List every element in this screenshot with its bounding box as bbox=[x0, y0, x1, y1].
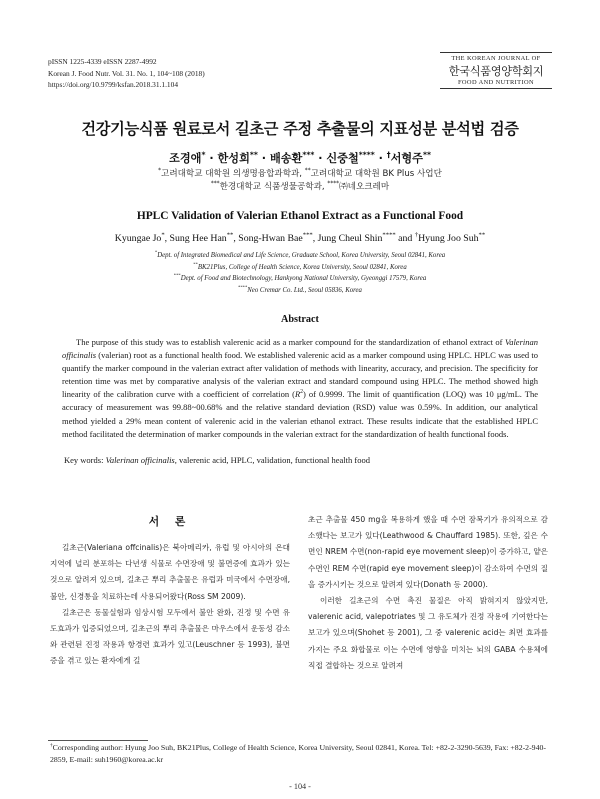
author-separator: · bbox=[374, 152, 387, 165]
author-separator: · bbox=[314, 152, 327, 165]
keywords-label: Key words: bbox=[64, 455, 106, 465]
title-english: HPLC Validation of Valerian Ethanol Extract as a Functional Food bbox=[136, 210, 464, 222]
author-ko-1: 조경애 bbox=[169, 152, 202, 165]
affil-mark: ** bbox=[193, 261, 198, 267]
abstract-heading: Abstract bbox=[281, 314, 319, 325]
abstract-text: ) of 0.9999. The limit of quantification (LOQ) was 10 μg/mL. The accuracy of measurement was 99.88~00.68% and the relative standard deviation (RSD) value was 0.59%. In addition, our analytical method yielded a 29% mean content of valerenic acid in the valerian ethanol extract. These results indicate that the established HPLC method facilitated the determination of marker compounds in the valerian extract for the standardization of health functional foods. bbox=[62, 389, 538, 439]
affiliation-en-line-2 bbox=[0, 262, 600, 274]
paragraph: 길초근(Valeriana offcinalis)은 북아메리카, 유럽 및 아시아의 온대 지역에 널리 분포하는 다년생 식물로 수면장애 및 불면증에 효과가 있는 것으로 알려져 있으며, 길초근 뿌리 추출물은 유럽과 미국에서 수면장애, 불안, 신경통을 치료하는데 사용되어왔다(Ross SM 2009). bbox=[50, 543, 290, 601]
paragraph: 이러한 길초근의 수면 촉진 물질은 아직 밝혀지지 않았지만, valerenic acid, valepotriates 및 그 유도체가 진정 작용에 기여한다는 보고가 있으며(Shohet 등 2001), 그 중 valerenic acid는 최면 효과를 가지는 주요 화합물로 이는 수면에 영향을 미치는 뇌의 GABA 수용체에 직접 결합하는 것으로 알려져 bbox=[308, 596, 548, 670]
abstract-superscript: 2 bbox=[300, 389, 304, 396]
footnote-mark: † bbox=[50, 742, 53, 749]
abstract-body bbox=[62, 336, 538, 441]
author-mark: ** bbox=[226, 231, 234, 239]
body-column-left bbox=[50, 540, 290, 670]
citation-line: Korean J. Food Nutr. Vol. 31. No. 1, 104~108 (2018) bbox=[48, 68, 205, 78]
affiliations-korean bbox=[0, 168, 600, 194]
page-number: - 104 - bbox=[289, 782, 311, 791]
author-en-2: , Sung Hee Han bbox=[164, 233, 227, 244]
author-separator: · bbox=[205, 152, 218, 165]
author-mark: **** bbox=[358, 150, 375, 160]
affil-text: 고려대학교 대학원 BK Plus 사업단 bbox=[310, 169, 442, 179]
author-mark: ** bbox=[478, 231, 486, 239]
affil-mark: * bbox=[154, 249, 158, 255]
corresponding-author-footnote bbox=[50, 742, 555, 765]
issn-line: pISSN 1225-4339 eISSN 2287-4992 bbox=[48, 57, 157, 66]
affil-mark: *** bbox=[210, 181, 220, 188]
author-separator: · bbox=[257, 152, 270, 165]
affil-text: ㈜네오크레마 bbox=[339, 182, 390, 193]
affil-mark: **** bbox=[327, 181, 340, 188]
abstract-species: Valerinan officinalis bbox=[62, 337, 538, 361]
affil-mark: **** bbox=[238, 284, 248, 290]
journal-name-en-top: THE KOREAN JOURNAL OF bbox=[451, 55, 541, 62]
author-ko-2: 한성희 bbox=[217, 152, 250, 165]
author-ko-3: 배송환 bbox=[269, 152, 303, 165]
body-column-right bbox=[308, 512, 548, 674]
author-mark: * bbox=[201, 150, 206, 160]
journal-logo-rule bbox=[440, 52, 552, 53]
affiliation-ko-line-1 bbox=[0, 168, 600, 181]
author-mark: *** bbox=[302, 150, 315, 160]
journal-name-ko: 한국식품영양학회지 bbox=[448, 65, 544, 78]
footnote-text: Corresponding author: Hyung Joo Suh, BK21Plus, College of Health Science, Korea University, Seoul 02841, Korea. Tel: +82-2-3290-5639, Fax: +82-2-940-2859, E-mail: suh1960@korea.ac.kr bbox=[50, 743, 546, 764]
abstract-text: (valerian) root as a functional health food. We established valerenic acid as a marker compound using HPLC. HPLC was used to quantify the marker compound in the valerian extract after validation of methods with linearity, accuracy, and precision. The specificity for retention time was met by comparative analysis of the valerian extract and standard compound using HPLC. The method showed high linearity of the calibration curve with a coefficient of correlation ( bbox=[62, 350, 538, 400]
author-mark: * bbox=[161, 231, 165, 239]
author-mark: † bbox=[414, 231, 419, 239]
affil-mark: *** bbox=[173, 272, 181, 278]
author-ko-5: 서형주 bbox=[390, 152, 423, 165]
author-conjunction: and bbox=[395, 233, 415, 244]
affil-text: Dept. of Integrated Biomedical and Life Science, Graduate School, Korea University, Seoul 02841, Korea bbox=[157, 252, 446, 259]
journal-logo bbox=[440, 52, 552, 89]
authors-english bbox=[0, 233, 600, 244]
affiliation-en-line-4 bbox=[0, 285, 600, 297]
author-en-4: , Jung Cheul Shin bbox=[312, 233, 383, 244]
author-en-1: Kyungae Jo bbox=[114, 233, 162, 244]
affil-text: BK21Plus, College of Health Science, Korea University, Seoul 02841, Korea bbox=[197, 263, 407, 271]
paragraph: 길초근은 동물실험과 임상시험 모두에서 불안 완화, 진정 및 수면 유도효과가 입증되었으며, 길초근의 뿌리 추출물은 마우스에서 운동성 감소와 관련된 진정 작용과 항경련 효과가 있고(Leuschner 등 1993), 불면증을 겪고 있는 환자에게 길 bbox=[50, 607, 290, 666]
citation-block bbox=[48, 56, 205, 91]
keywords-list: , valerenic acid, HPLC, validation, functional health food bbox=[174, 455, 370, 465]
authors-korean bbox=[0, 150, 600, 166]
abstract-symbol: R bbox=[294, 389, 301, 400]
author-en-3: , Song-Hwan Bae bbox=[233, 233, 303, 244]
author-mark: **** bbox=[382, 231, 396, 239]
affiliation-ko-line-2 bbox=[0, 181, 600, 194]
author-mark: † bbox=[386, 150, 391, 160]
affil-text: 고려대학교 대학원 의생명융합과학과, bbox=[161, 169, 305, 179]
affiliation-en-line-1 bbox=[0, 250, 600, 262]
affil-mark: ** bbox=[304, 168, 311, 175]
author-en-5: Hyung Joo Suh bbox=[418, 233, 479, 244]
affil-text: Neo Cremar Co. Ltd., Seoul 05836, Korea bbox=[247, 286, 362, 294]
intro-heading: 서 론 bbox=[148, 515, 192, 528]
abstract-text: The purpose of this study was to establish valerenic acid as a marker compound for the standardization of ethanol extract of bbox=[76, 337, 505, 347]
affiliation-en-line-3 bbox=[0, 273, 600, 285]
keywords bbox=[62, 454, 538, 467]
author-mark: *** bbox=[302, 231, 313, 239]
author-mark: ** bbox=[422, 150, 431, 160]
affiliations-english bbox=[0, 250, 600, 296]
author-ko-4: 신중철 bbox=[326, 152, 359, 165]
footnote-rule bbox=[48, 740, 148, 741]
affil-text: 한경대학교 식품생물공학과, bbox=[219, 182, 328, 193]
affil-text: Dept. of Food and Biotechnology, Hankyong National University, Gyeonggi 17579, Korea bbox=[180, 275, 427, 283]
title-korean: 건강기능식품 원료로서 길초근 주정 추출물의 지표성분 분석법 검증 bbox=[81, 120, 519, 138]
affil-mark: * bbox=[158, 168, 162, 175]
doi-line[interactable]: https://doi.org/10.9799/ksfan.2018.31.1.104 bbox=[48, 80, 179, 90]
keyword-species: Valerinan officinalis bbox=[105, 455, 175, 465]
paragraph: 초근 추출물 450 mg을 복용하게 했을 때 수면 잠복기가 유의적으로 감소했다는 보고가 있다(Leathwood & Chauffard 1985). 또한, 깊은 수면인 NREM 수면(non-rapid eye movement sleep)이 증가하고, 얕은 수면인 REM 수면(rapid eye movement sleep)이 감소하여 수면의 질을 증가시키는 것으로 알려져 있다(Donath 등 2000). bbox=[308, 515, 548, 589]
journal-name-en-bottom: FOOD AND NUTRITION bbox=[440, 79, 552, 89]
author-mark: ** bbox=[249, 150, 258, 160]
